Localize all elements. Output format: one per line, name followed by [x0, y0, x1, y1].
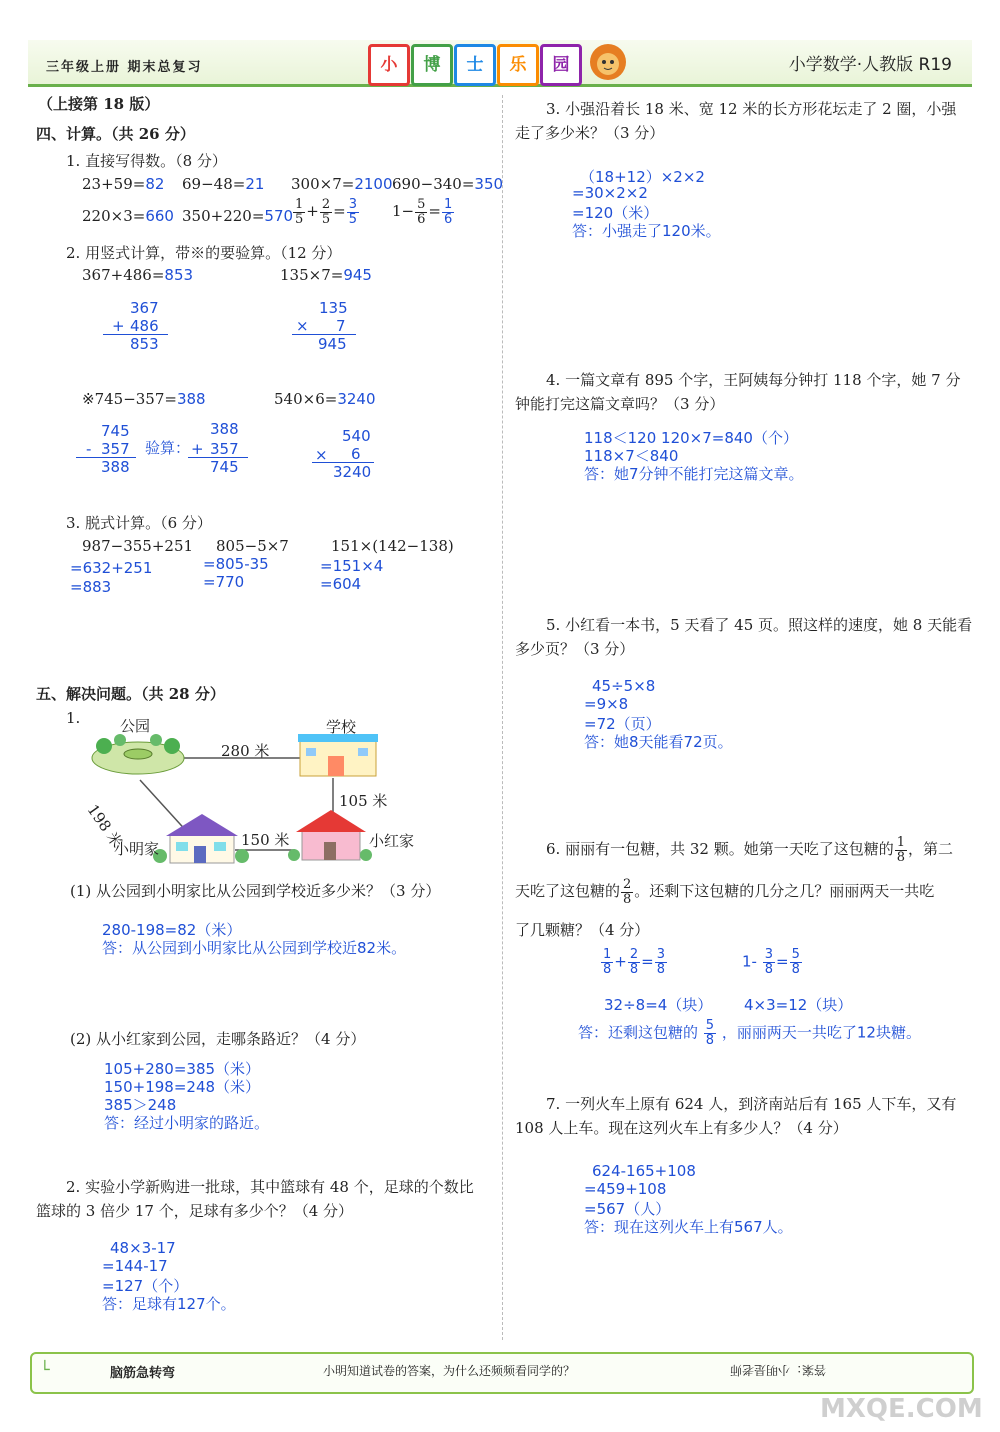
- riddle-question: 小明知道试卷的答案，为什么还频频看同学的？: [323, 1364, 576, 1378]
- q1-item-1: 23+59=82: [82, 175, 165, 193]
- riddle-answer-upside-down: 答案：小明是老师: [730, 1363, 827, 1377]
- p1-number: 1.: [66, 709, 81, 727]
- p4-answer-1: 118＜120 120×7=840（个）: [584, 429, 798, 447]
- q1-item-5: 220×3=660: [82, 207, 174, 225]
- p5-answer-3: =72（页）: [584, 715, 661, 733]
- p3-answer-1: （18+12）×2×2: [580, 168, 705, 186]
- park-icon: [92, 734, 184, 774]
- section-5-title: 五、解决问题。（共 28 分）: [36, 685, 225, 703]
- p1a-answer-2: 答：从公园到小明家比从公园到学校近82米。: [102, 939, 407, 957]
- column-divider: [502, 95, 503, 1340]
- p7-question-line2: 108 人上车。现在这列火车上有多少人？（4 分）: [515, 1119, 848, 1137]
- p7-answer-2: =459+108: [584, 1180, 667, 1198]
- title-tile-2: 博: [411, 44, 453, 86]
- q3a-step2: =883: [70, 578, 112, 596]
- q2b-operator: ×: [296, 317, 309, 335]
- map-label-ming: 小明家: [114, 840, 160, 858]
- map-label-school: 学校: [326, 718, 357, 736]
- p3-answer-2: =30×2×2: [572, 184, 648, 202]
- title-tile-1: 小: [368, 44, 410, 86]
- q1-item-4: 690−340=350: [392, 175, 504, 193]
- footer-bracket-icon: └: [40, 1360, 50, 1379]
- p3-answer-4: 答：小强走了120米。: [572, 222, 721, 240]
- q2d-expression: 540×6=3240: [274, 390, 376, 408]
- map-label-hong: 小红家: [369, 832, 415, 850]
- p6-answer: 答：还剩这包糖的 $\frac{5}{8}$ ，丽丽两天一共吃了12块糖。: [578, 1018, 921, 1048]
- title-tile-3: 士: [454, 44, 496, 86]
- p4-answer-3: 答：她7分钟不能打完这篇文章。: [584, 465, 804, 483]
- q3b-expression: 805−5×7: [216, 537, 289, 555]
- q3c-step1: =151×4: [320, 557, 384, 575]
- p1b-answer-4: 答：经过小明家的路近。: [104, 1114, 270, 1132]
- q3-title: 3. 脱式计算。（6 分）: [66, 514, 212, 532]
- q1-item-6: 350+220=570: [182, 207, 294, 225]
- q3b-step2: =770: [203, 573, 245, 591]
- p2-answer-1: 48×3-17: [110, 1239, 176, 1257]
- p7-answer-1: 624-165+108: [592, 1162, 696, 1180]
- school-icon: [298, 734, 378, 776]
- p7-question-line1: 7. 一列火车上原有 624 人，到济南站后有 165 人下车，又有: [546, 1095, 957, 1113]
- p4-question-line2: 钟能打完这篇文章吗？（3 分）: [515, 395, 725, 413]
- q2b-expression: 135×7=945: [280, 266, 372, 284]
- q1-fraction-item-8: 1− $\frac{5}{6}$ = $\frac{1}{6}$: [392, 197, 453, 227]
- p6-question-line3: 了几颗糖？（4 分）: [515, 921, 650, 939]
- p7-answer-3: =567（人）: [584, 1200, 671, 1218]
- edition-label: 小学数学·人教版 R19: [788, 55, 952, 75]
- q2c-check-result: 745: [210, 458, 239, 476]
- q2c-result: 388: [101, 458, 130, 476]
- map-distance-198: 198 米: [83, 801, 127, 852]
- p6-question-line2: 天吃了这包糖的 $\frac{2}{8}$ 。还剩下这包糖的几分之几？丽丽两天一共吃: [515, 877, 935, 907]
- p3-question-line2: 走了多少米？（3 分）: [515, 124, 665, 142]
- p2-answer-4: 答：足球有127个。: [102, 1295, 236, 1313]
- q2b-result: 945: [318, 335, 347, 353]
- q2c-check-label: 验算：: [145, 439, 191, 457]
- p1a-question: (1) 从公园到小明家比从公园到学校近多少米？（3 分）: [70, 882, 441, 900]
- q1-title: 1. 直接写得数。（8 分）: [66, 152, 227, 170]
- q2c-check-top: 388: [210, 420, 239, 438]
- q1-item-3: 300×7=2100: [291, 175, 393, 193]
- p1b-answer-1: 105+280=385（米）: [104, 1060, 261, 1078]
- p3-question-line1: 3. 小强沿着长 18 米、宽 12 米的长方形花坛走了 2 圈，小强: [546, 100, 957, 118]
- p6-fraction-remaining: 1- $\frac{3}{8}$ = $\frac{5}{8}$: [742, 947, 800, 977]
- q3c-expression: 151×(142−138): [331, 537, 454, 555]
- riddle-title: 脑筋急转弯: [110, 1366, 176, 1381]
- p5-answer-4: 答：她8天能看72页。: [584, 733, 733, 751]
- q2c-expression: ※745−357=388: [82, 390, 206, 408]
- q2c-check-bottom: 357: [210, 440, 239, 458]
- p6-calc-1: 32÷8=4（块）: [604, 996, 713, 1014]
- p5-answer-1: 45÷5×8: [592, 677, 656, 695]
- ming-house-icon: [153, 814, 249, 863]
- p4-answer-2: 118×7＜840: [584, 447, 679, 465]
- q3c-step2: =604: [320, 575, 362, 593]
- lion-mascot-icon: [585, 40, 631, 84]
- q2-title: 2. 用竖式计算，带※的要验算。（12 分）: [66, 244, 342, 262]
- p7-answer-4: 答：现在这列火车上有567人。: [584, 1218, 793, 1236]
- p4-question-line1: 4. 一篇文章有 895 个字，王阿姨每分钟打 118 个字，她 7 分: [546, 371, 961, 389]
- grade-label: 三年级上册 期末总复习: [46, 60, 203, 75]
- p1b-question: (2) 从小红家到公园，走哪条路近？（4 分）: [70, 1030, 366, 1048]
- q2a-operator: +: [112, 317, 125, 335]
- q2c-top: 745: [101, 422, 130, 440]
- map-distance-280: 280 米: [221, 742, 270, 760]
- q3a-expression: 987−355+251: [82, 537, 194, 555]
- p5-question-line1: 5. 小红看一本书，5 天看了 45 页。照这样的速度，她 8 天能看: [546, 616, 973, 634]
- q2a-expression: 367+486=853: [82, 266, 194, 284]
- title-tile-5: 园: [540, 44, 582, 86]
- p5-question-line2: 多少页？（3 分）: [515, 640, 635, 658]
- watermark: MXQE.COM: [820, 1394, 983, 1424]
- map-label-park: 公园: [120, 717, 151, 735]
- q2d-result: 3240: [333, 463, 372, 481]
- q3b-step1: =805-35: [203, 555, 269, 573]
- p2-question-line2: 篮球的 3 倍少 17 个，足球有多少个？（4 分）: [36, 1202, 354, 1220]
- q2a-top: 367: [130, 299, 159, 317]
- q2c-check-operator: +: [191, 440, 204, 458]
- p2-question-line1: 2. 实验小学新购进一批球，其中篮球有 48 个，足球的个数比: [66, 1178, 474, 1196]
- p2-answer-2: =144-17: [102, 1257, 168, 1275]
- title-tile-4: 乐: [497, 44, 539, 86]
- q2c-operator: -: [86, 440, 92, 458]
- q2b-bottom: 7: [336, 317, 346, 335]
- section-4-title: 四、计算。（共 26 分）: [36, 125, 195, 143]
- p1b-answer-2: 150+198=248（米）: [104, 1078, 261, 1096]
- q2b-top: 135: [319, 299, 348, 317]
- q2d-bottom: 6: [351, 445, 361, 463]
- map-distance-105: 105 米: [339, 792, 388, 810]
- p6-calc-2: 4×3=12（块）: [744, 996, 853, 1014]
- p2-answer-3: =127（个）: [102, 1277, 189, 1295]
- continued-note: （上接第 18 版）: [38, 95, 160, 113]
- p1a-answer-1: 280-198=82（米）: [102, 921, 242, 939]
- p6-question-line1: 6. 丽丽有一包糖，共 32 颗。她第一天吃了这包糖的 $\frac{1}{8}$ ，第二: [546, 835, 954, 865]
- q2c-bottom: 357: [101, 440, 130, 458]
- q2a-bottom: 486: [130, 317, 159, 335]
- q2d-operator: ×: [315, 446, 328, 464]
- p3-answer-3: =120（米）: [572, 204, 659, 222]
- p6-fraction-sum: $\frac{1}{8}$ + $\frac{2}{8}$ = $\frac{3}{8}$: [603, 947, 665, 977]
- map-distance-150: 150 米: [241, 831, 290, 849]
- q1-fraction-item-7: $\frac{1}{5}$ + $\frac{2}{5}$ = $\frac{3}{5}$: [295, 197, 357, 227]
- q2a-result: 853: [130, 335, 159, 353]
- q2d-top: 540: [342, 427, 371, 445]
- q3a-step1: =632+251: [70, 559, 153, 577]
- q1-item-2: 69−48=21: [182, 175, 265, 193]
- p5-answer-2: =9×8: [584, 695, 629, 713]
- p1b-answer-3: 385＞248: [104, 1096, 177, 1114]
- hong-house-icon: [288, 810, 372, 861]
